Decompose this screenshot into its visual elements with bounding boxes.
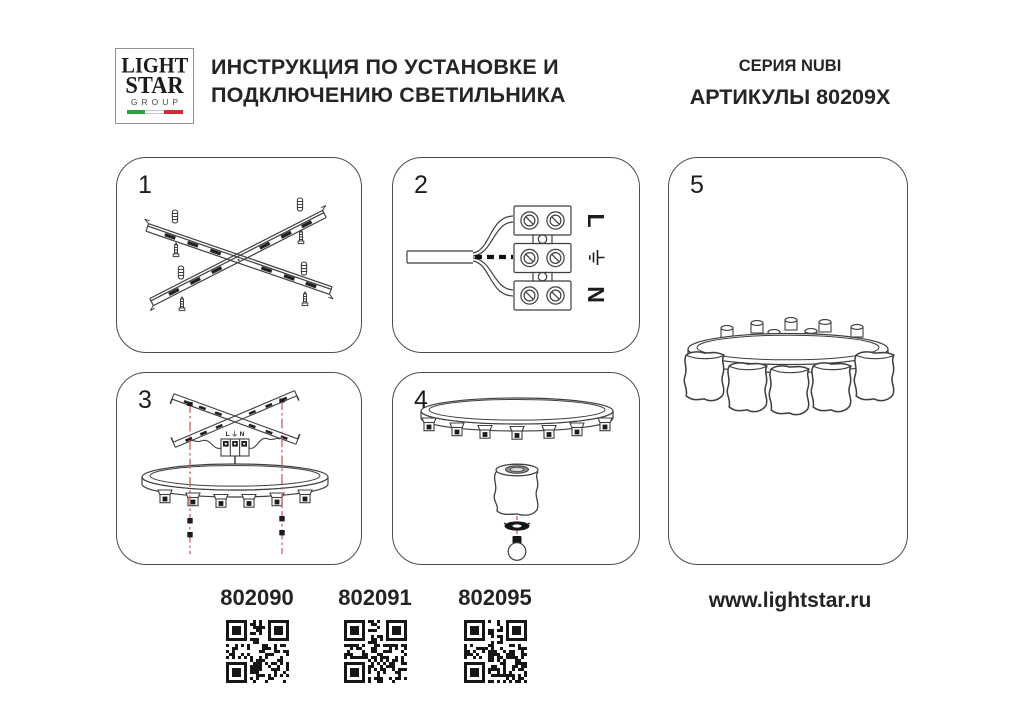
step-2-panel bbox=[392, 157, 640, 353]
terminal-mini-label: L ⏚ N bbox=[225, 431, 245, 438]
article-number: 802095 bbox=[458, 585, 532, 610]
article-802090 bbox=[199, 585, 315, 688]
step-4-number: 4 bbox=[414, 386, 428, 414]
step-1-number: 1 bbox=[138, 171, 152, 199]
label-neutral-N: N bbox=[583, 286, 609, 303]
label-live-L: L bbox=[583, 213, 609, 228]
step-5-number: 5 bbox=[690, 171, 704, 199]
qr-code bbox=[344, 620, 407, 683]
step-3-diagram-hanging bbox=[117, 373, 363, 566]
step-4-diagram-shade-and-bulb bbox=[393, 373, 641, 566]
articles-title: АРТИКУЛЫ 80209X bbox=[689, 85, 891, 109]
italian-flag-bar bbox=[127, 110, 183, 114]
step-2-number: 2 bbox=[414, 171, 428, 199]
earth-ground-symbol bbox=[590, 250, 605, 265]
series-name: СЕРИЯ NUBI bbox=[738, 57, 842, 75]
step-3-number: 3 bbox=[138, 386, 152, 414]
step-3-panel bbox=[116, 372, 362, 565]
logo-light: LIGHT bbox=[121, 53, 188, 78]
website-url: www.lightstar.ru bbox=[708, 589, 872, 612]
step-4-panel bbox=[392, 372, 640, 565]
article-number: 802091 bbox=[338, 585, 412, 610]
step-2-diagram-wiring bbox=[393, 158, 641, 354]
title-line-1: ИНСТРУКЦИЯ ПО УСТАНОВКЕ И bbox=[211, 55, 559, 79]
article-number: 802090 bbox=[220, 585, 294, 610]
step-5-diagram-assembled-chandelier bbox=[669, 158, 909, 566]
logo-group: GROUP bbox=[130, 97, 183, 108]
qr-code bbox=[464, 620, 527, 683]
lightstar-logo bbox=[115, 48, 194, 124]
title-line-2: ПОДКЛЮЧЕНИЮ СВЕТИЛЬНИКА bbox=[211, 83, 566, 107]
step-1-diagram-mounting-cross bbox=[117, 158, 363, 354]
series-block bbox=[655, 57, 925, 110]
page-title bbox=[211, 53, 566, 109]
article-802091 bbox=[317, 585, 433, 688]
article-802095 bbox=[437, 585, 553, 688]
light-bulb bbox=[508, 536, 526, 560]
step-1-panel bbox=[116, 157, 362, 353]
qr-code bbox=[226, 620, 289, 683]
step-5-panel bbox=[668, 157, 908, 565]
logo-star: STAR bbox=[125, 70, 184, 99]
